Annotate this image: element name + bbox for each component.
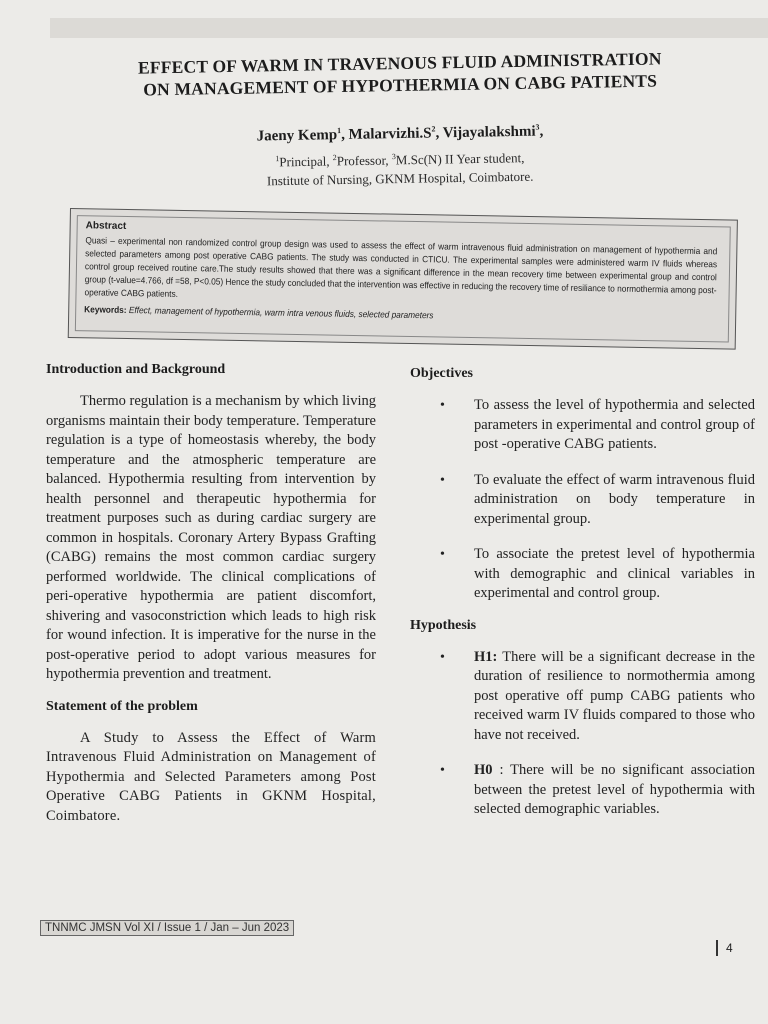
journal-footer: TNNMC JMSN Vol XI / Issue 1 / Jan – Jun 2023 [40,920,294,936]
abstract-keywords: Keywords: Effect, management of hypothermia, warm intra venous fluids, selected parameters [84,304,434,321]
author-1-marker: 1 [336,126,342,136]
problem-paragraph: A Study to Assess the Effect of Warm Intravenous Fluid Administration on Management of Hypothermia and Selected Parameters among Post Operative CABG Patients in GKNM Hospital, Coimbatore. [46,729,376,824]
author-1: Jaeny Kemp [256,127,338,145]
list-item: • To evaluate the effect of warm intravenous fluid administration on body temperature in experimental group. [440,471,755,527]
objectives-heading: Objectives [410,366,473,381]
intro-paragraph: Thermo regulation is a mechanism by which living organisms maintain their body temperature. Temperature regulation is a type of homeostasis whereby, the body temperature and the atmospheric temperature are balanced. Hypothermia resulting from intervention by health personnel and therapeutic hypothermia for treatment purposes such as during cardiac surgery are common in hospitals. Coronary Artery Bypass Grafting (CABG) remains the most common cardiac surgery performed worldwide. The clinical complications of peri-operative hypothermia are patient discomfort, shivering and vasoconstriction which leads to high risk for wound infection. It is imperative for the nurse in the post-operative period to adopt various measures for hypothermia prevention and treatment. [46,393,376,682]
bullet-icon: • [440,472,445,488]
affiliation [150,143,651,193]
list-item: • H1: There will be a significant decrease in the duration of resilience to normothermia among post operative off pump CABG patients who received warm IV fluids compared to those who have not received. [440,648,755,743]
bullet-icon: • [440,398,445,413]
bullet-icon: • [440,763,445,778]
author-2: Malarvizhi.S [348,125,432,143]
title-line-1: EFFECT OF WARM IN TRAVENOUS FLUID ADMINISTRATION [137,48,662,78]
list-item: • To assess the level of hypothermia and selected parameters in experimental and control group of post -operative CABG patients. [440,397,755,452]
bullet-icon: • [440,547,445,562]
author-roles: $^1$Principal, $^2$Professor, $^3$M.Sc(N) II Year student, [275,150,525,170]
abstract-box [68,208,738,350]
abstract-text: Quasi – experimental non randomized control group design was used to assess the effect of warm intravenous fluid administration on management of hypothermia and selected parameters among post operative CABG patients. The study was conducted in CTICU. The experimental samples were administered warm IV fluids whereas control group received routine care.The study results showed that there was a significant difference in the mean recovery time between experimental group and control group (t-value=4.766, df =58, P<0.05) Hence the study concluded that the intervention was effective in reducing the recovery time of resiliance to normothermia among post-operative CABG patients. [84,235,718,299]
abstract-heading: Abstract [85,220,127,232]
page-number: 4 [716,940,733,956]
paper-title [80,46,721,101]
hypothesis-list [410,648,755,820]
bullet-icon: • [440,649,445,665]
left-column [46,362,376,826]
intro-heading: Introduction and Background [46,362,226,377]
author-2-marker: 2 [431,124,436,134]
problem-heading: Statement of the problem [46,698,198,714]
list-item: • H0 : There will be no significant association between the pretest level of hypothermia with selected demographic variables. [440,762,755,817]
hypothesis-heading: Hypothesis [410,617,477,633]
institute: Institute of Nursing, GKNM Hospital, Coimbatore. [266,169,534,189]
author-3: Vijayalakshmi [442,123,536,142]
list-item: • To associate the pretest level of hypothermia with demographic and clinical variables in experimental and control group. [440,546,755,601]
title-line-2: ON MANAGEMENT OF HYPOTHERMIA ON CABG PATIENTS [143,70,658,100]
author-list: Jaeny Kemp$^1$, $Malarvizhi.S^2$, Vijayalakshmi$^3$, [256,122,544,145]
right-column [410,366,755,836]
objectives-list [410,396,755,604]
author-3-marker: 3 [535,122,540,132]
scan-shadow-band [50,18,768,38]
